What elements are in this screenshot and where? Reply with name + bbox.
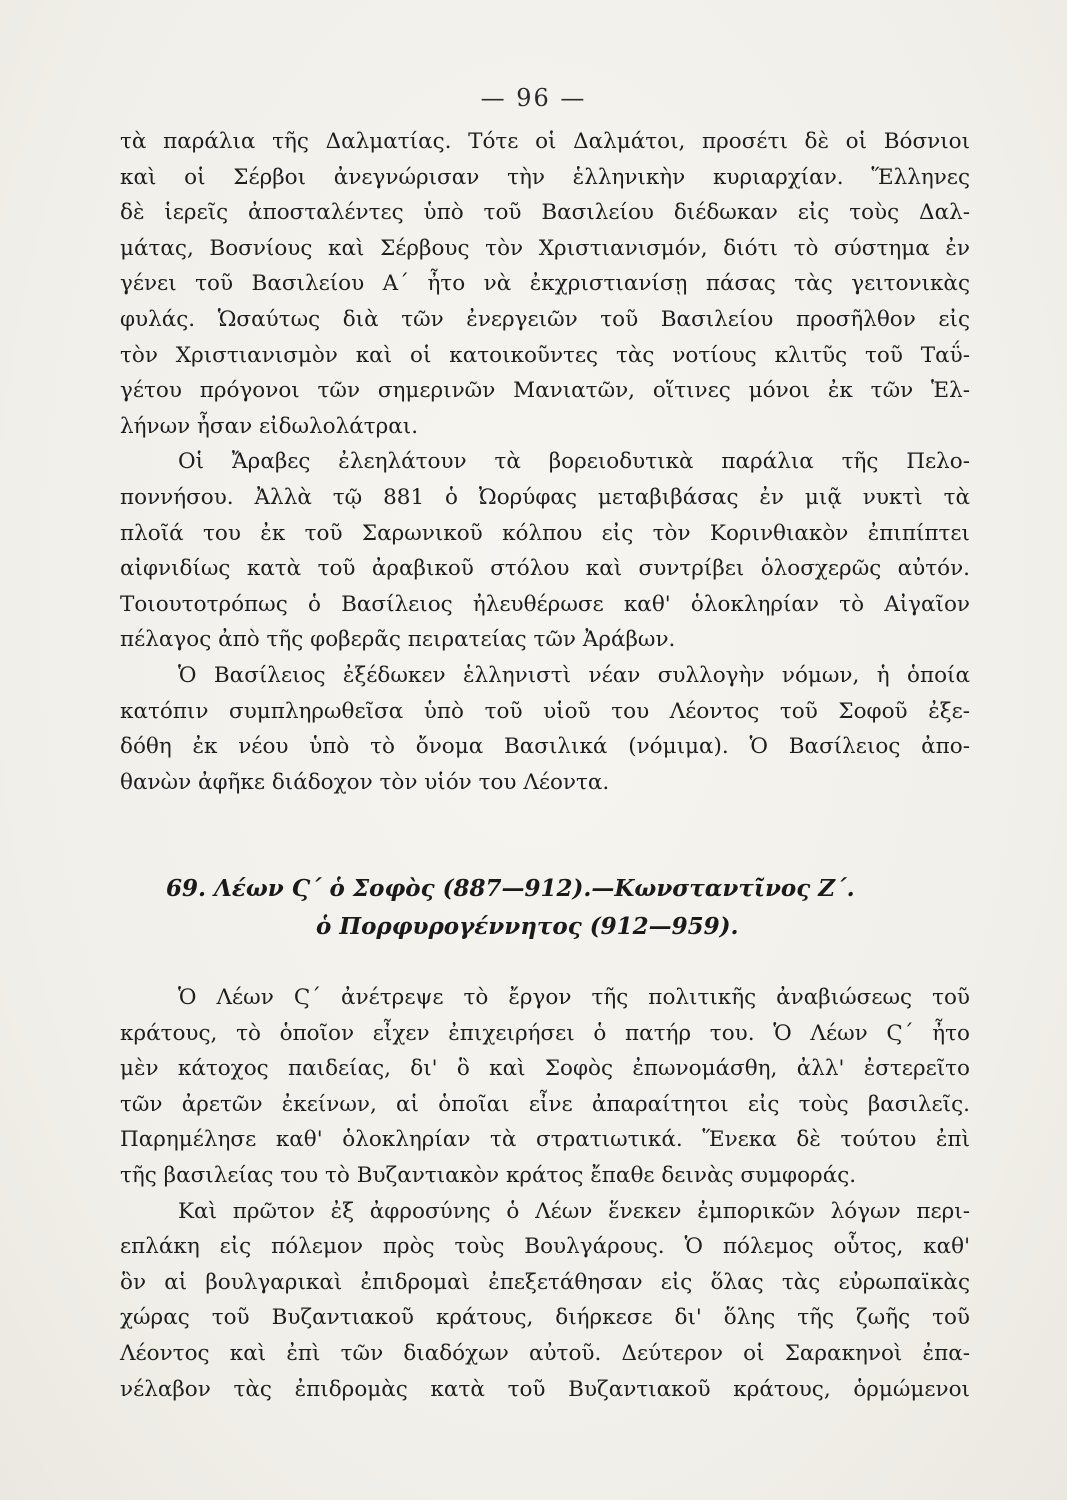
paragraph-block-leo: [120, 980, 970, 1407]
text-line: ὃν αἱ βουλγαρικαὶ ἐπιδρομαὶ ἐπεξετάθησαν εἰς ὅλας τὰς εὐρωπαϊκὰς: [120, 1269, 970, 1295]
text-line: ποννήσου. Ἀλλὰ τῷ 881 ὁ Ὠορύφας μεταβιβάσας ἐν μιᾷ νυκτὶ τὰ: [120, 484, 970, 510]
text-line: Λέοντος καὶ ἐπὶ τῶν διαδόχων αὐτοῦ. Δεύτερον οἱ Σαρακηνοὶ ἐπα-: [120, 1340, 970, 1366]
text-line: μάτας, Βοσνίους καὶ Σέρβους τὸν Χριστιανισμόν, διότι τὸ σύστημα ἐν: [120, 235, 970, 261]
text-line: γένει τοῦ Βασιλείου Α΄ ἦτο νὰ ἐκχριστιανίσῃ πάσας τὰς γειτονικὰς: [120, 271, 970, 297]
text-line: τὸν Χριστιανισμὸν καὶ οἱ κατοικοῦντες τὰς νοτίους κλιτῦς τοῦ Ταΰ-: [120, 342, 970, 368]
text-line: φυλάς. Ὡσαύτως διὰ τῶν ἐνεργειῶν τοῦ Βασιλείου προσῆλθον εἰς: [120, 306, 970, 332]
text-line: τῆς βασιλείας του τὸ Βυζαντιακὸν κράτος ἔπαθε δεινὰς συμφοράς.: [120, 1162, 857, 1188]
text-line: τὰ παράλια τῆς Δαλματίας. Τότε οἱ Δαλμάτοι, προσέτι δὲ οἱ Βόσνιοι: [120, 129, 970, 154]
text-line: δὲ ἱερεῖς ἀποσταλέντες ὑπὸ τοῦ Βασιλείου διέδωκαν εἰς τοὺς Δαλ-: [120, 200, 970, 226]
text-line: τῶν ἀρετῶν ἐκείνων, αἱ ὁποῖαι εἶνε ἀπαραίτητοι εἰς τοὺς βασιλεῖς.: [120, 1091, 970, 1117]
text-line: Ὁ Λέων Ϛ΄ ἀνέτρεψε τὸ ἔργον τῆς πολιτικῆς ἀναβιώσεως τοῦ: [178, 985, 970, 1010]
page-number: — 96 —: [480, 84, 587, 112]
text-line: δόθη ἐκ νέου ὑπὸ τὸ ὄνομα Βασιλικά (νόμιμα). Ὁ Βασίλειος ἀπο-: [120, 734, 970, 760]
text-line: Ὁ Βασίλειος ἐξέδωκεν ἑλληνιστὶ νέαν συλλογὴν νόμων, ἡ ὁποία: [178, 662, 970, 688]
text-line: νέλαβον τὰς ἐπιδρομὰς κατὰ τοῦ Βυζαντιακοῦ κράτους, ὁρμώμενοι: [120, 1376, 970, 1402]
text-line: πλοῖά του ἐκ τοῦ Σαρωνικοῦ κόλπου εἰς τὸν Κορινθιακὸν ἐπιπίπτει: [120, 520, 970, 546]
text-line: επλάκη εἰς πόλεμον πρὸς τοὺς Βουλγάρους. Ὁ πόλεμος οὗτος, καθ': [120, 1234, 970, 1260]
text-line: κράτους, τὸ ὁποῖον εἶχεν ἐπιχειρήσει ὁ πατήρ του. Ὁ Λέων Ϛ΄ ἦτο: [120, 1020, 970, 1046]
text-line: χώρας τοῦ Βυζαντιακοῦ κράτους, διήρκεσε δι' ὅλης τῆς ζωῆς τοῦ: [120, 1305, 970, 1331]
section-heading-line-2: ὁ Πορφυρογέννητος (912—959).: [316, 913, 739, 940]
text-line: πέλαγος ἀπὸ τῆς φοβερᾶς πειρατείας τῶν Ἀράβων.: [120, 627, 676, 653]
text-line: καὶ οἱ Σέρβοι ἀνεγνώρισαν τὴν ἑλληνικὴν κυριαρχίαν. Ἕλληνες: [120, 164, 970, 190]
text-line: μὲν κάτοχος παιδείας, δι' ὃ καὶ Σοφὸς ἐπωνομάσθη, ἀλλ' ἐστερεῖτο: [120, 1056, 970, 1082]
text-line: Τοιουτοτρόπως ὁ Βασίλειος ἠλευθέρωσε καθ' ὁλοκληρίαν τὸ Αἰγαῖον: [120, 591, 970, 617]
text-line: αἰφνιδίως κατὰ τοῦ ἀραβικοῦ στόλου καὶ συντρίβει ὁλοσχερῶς αὐτόν.: [120, 556, 970, 582]
section-heading-line-1: 69. Λέων Ϛ΄ ὁ Σοφὸς (887—912).—Κωνσταντῖνος Ζ΄.: [166, 875, 855, 902]
text-line: Παρημέλησε καθ' ὁλοκληρίαν τὰ στρατιωτικά. Ἕνεκα δὲ τούτου ἐπὶ: [120, 1127, 970, 1153]
text-line: λήνων ἦσαν εἰδωλολάτραι.: [120, 413, 419, 439]
text-line: θανὼν ἀφῆκε διάδοχον τὸν υἱόν του Λέοντα.: [120, 769, 610, 795]
text-line: Καὶ πρῶτον ἐξ ἀφροσύνης ὁ Λέων ἕνεκεν ἐμπορικῶν λόγων περι-: [178, 1198, 970, 1224]
text-line: Οἱ Ἄραβες ἐλεηλάτουν τὰ βορειοδυτικὰ παράλια τῆς Πελο-: [178, 449, 970, 475]
paragraph-block-basil: [120, 124, 970, 800]
section-heading: [120, 870, 970, 946]
text-line: κατόπιν συμπληρωθεῖσα ὑπὸ τοῦ υἱοῦ του Λέοντος τοῦ Σοφοῦ ἐξε-: [120, 698, 970, 724]
text-line: γέτου πρόγονοι τῶν σημερινῶν Μανιατῶν, οἵτινες μόνοι ἐκ τῶν Ἑλ-: [120, 378, 970, 404]
